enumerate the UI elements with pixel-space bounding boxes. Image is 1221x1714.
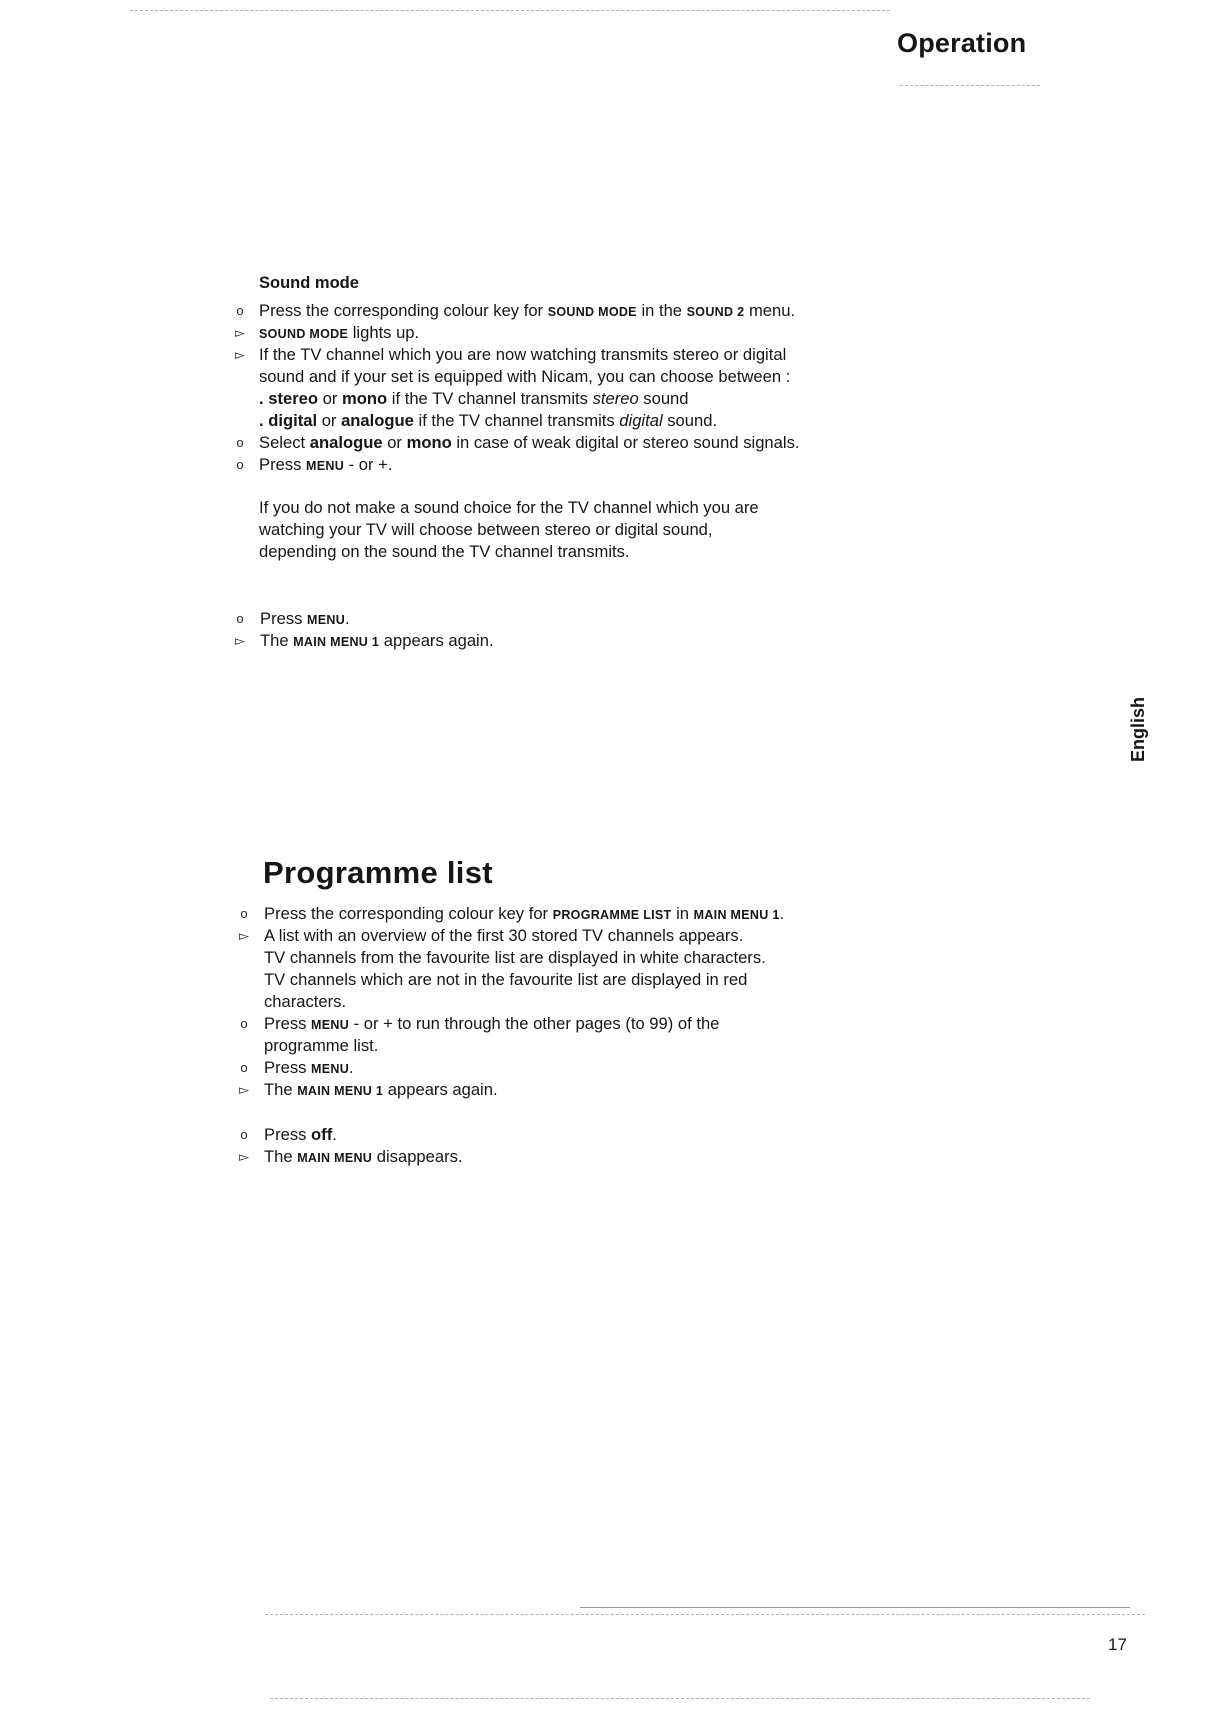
text: Press — [259, 455, 307, 474]
text: appears again. — [379, 631, 494, 650]
option: . stereo — [259, 389, 319, 408]
text: menu. — [744, 301, 796, 320]
sound-line-6 — [259, 410, 717, 431]
text: Press — [264, 1058, 312, 1077]
result-bullet: ▻ — [235, 325, 245, 340]
step-bullet: o — [240, 1016, 248, 1031]
text: Press — [264, 1125, 312, 1144]
after-line-1 — [260, 608, 350, 631]
programme-line-4: TV channels which are not in the favourite list are displayed in red — [264, 970, 748, 989]
text: or — [382, 433, 407, 452]
sound-mode-heading: Sound mode — [259, 274, 359, 292]
key-label: MAIN MENU 1 — [297, 1084, 384, 1098]
note-line-3: depending on the sound the TV channel transmits. — [259, 542, 630, 561]
programme-line-1 — [264, 903, 784, 926]
text: . — [779, 904, 785, 923]
programme-line-9 — [264, 1079, 498, 1102]
sound-line-5 — [259, 388, 689, 409]
programme-line-3: TV channels from the favourite list are displayed in white characters. — [264, 948, 766, 967]
sound-line-2 — [259, 322, 419, 345]
programme-line-5: characters. — [264, 992, 347, 1011]
text: The — [264, 1080, 298, 1099]
result-bullet: ▻ — [239, 928, 249, 943]
key-label: MAIN MENU — [297, 1151, 373, 1165]
text: in the — [636, 301, 687, 320]
programme-line-2: A list with an overview of the first 30 stored TV channels appears. — [264, 926, 744, 945]
step-bullet: o — [240, 1127, 248, 1142]
note-line-1: If you do not make a sound choice for the TV channel which you are — [259, 498, 759, 517]
text: - or +. — [344, 455, 393, 474]
key-label: SOUND MODE — [547, 305, 637, 319]
result-bullet: ▻ — [239, 1082, 249, 1097]
page-number: 17 — [1108, 1635, 1127, 1654]
text: The — [264, 1147, 298, 1166]
text: - or + to run through the other pages (to 99) of the — [349, 1014, 720, 1033]
text: Press — [260, 609, 308, 628]
option: mono — [406, 433, 452, 452]
text: or — [318, 389, 343, 408]
text: . — [349, 1058, 354, 1077]
step-bullet: o — [240, 906, 248, 921]
result-bullet: ▻ — [235, 347, 245, 362]
step-bullet: o — [236, 303, 244, 318]
programme-line-7: programme list. — [264, 1036, 379, 1055]
key-label: MAIN MENU 1 — [693, 908, 780, 922]
text: disappears. — [372, 1147, 463, 1166]
footer-rule — [580, 1607, 1130, 1608]
header-underline — [900, 85, 1040, 86]
sound-line-8 — [259, 454, 392, 477]
text: . — [345, 609, 350, 628]
result-bullet: ▻ — [239, 1149, 249, 1164]
programme-line-6 — [264, 1013, 719, 1036]
key-label: off — [311, 1125, 333, 1144]
programme-list-heading: Programme list — [263, 855, 493, 890]
option: mono — [342, 389, 388, 408]
text: in case of weak digital or stereo sound signals. — [451, 433, 800, 452]
text: if the TV channel transmits — [387, 389, 593, 408]
step-bullet: o — [240, 1060, 248, 1075]
key-label: MENU — [311, 1062, 350, 1076]
option: . digital — [259, 411, 318, 430]
text: or — [317, 411, 342, 430]
step-bullet: o — [236, 435, 244, 450]
key-label: MENU — [307, 613, 346, 627]
language-side-tab: English — [1128, 696, 1148, 762]
page-header-title: Operation — [897, 28, 1027, 58]
text: in — [671, 904, 694, 923]
option: analogue — [341, 411, 414, 430]
footer-rule-dashed — [265, 1614, 1145, 1615]
text: Press the corresponding colour key for — [259, 301, 548, 320]
programme-line-11 — [264, 1146, 463, 1169]
key-label: PROGRAMME LIST — [552, 908, 672, 922]
text: lights up. — [348, 323, 420, 342]
programme-line-8 — [264, 1057, 354, 1080]
text: Select — [259, 433, 310, 452]
programme-line-10 — [264, 1124, 337, 1145]
text: Press — [264, 1014, 312, 1033]
emphasis: digital — [619, 411, 663, 430]
text: sound — [638, 389, 689, 408]
sound-line-1 — [259, 300, 795, 323]
top-scan-line — [130, 10, 890, 11]
step-bullet: o — [236, 611, 244, 626]
key-label: MENU — [306, 459, 345, 473]
bottom-scan-line — [270, 1698, 1090, 1699]
note-line-2: watching your TV will choose between stereo or digital sound, — [259, 520, 713, 539]
text: sound. — [662, 411, 718, 430]
emphasis: stereo — [592, 389, 639, 408]
key-label: SOUND 2 — [686, 305, 745, 319]
step-bullet: o — [236, 457, 244, 472]
text: The — [260, 631, 294, 650]
text: if the TV channel transmits — [413, 411, 620, 430]
sound-line-4: sound and if your set is equipped with Nicam, you can choose between : — [259, 367, 791, 386]
after-line-2 — [260, 630, 494, 653]
key-label: MENU — [311, 1018, 350, 1032]
text: Press the corresponding colour key for — [264, 904, 553, 923]
text: . — [332, 1125, 337, 1144]
option: analogue — [309, 433, 383, 452]
key-label: MAIN MENU 1 — [293, 635, 380, 649]
text: appears again. — [383, 1080, 498, 1099]
key-label: SOUND MODE — [259, 327, 349, 341]
result-bullet: ▻ — [235, 633, 245, 648]
sound-line-7 — [259, 432, 799, 453]
sound-line-3: If the TV channel which you are now watching transmits stereo or digital — [259, 345, 787, 364]
